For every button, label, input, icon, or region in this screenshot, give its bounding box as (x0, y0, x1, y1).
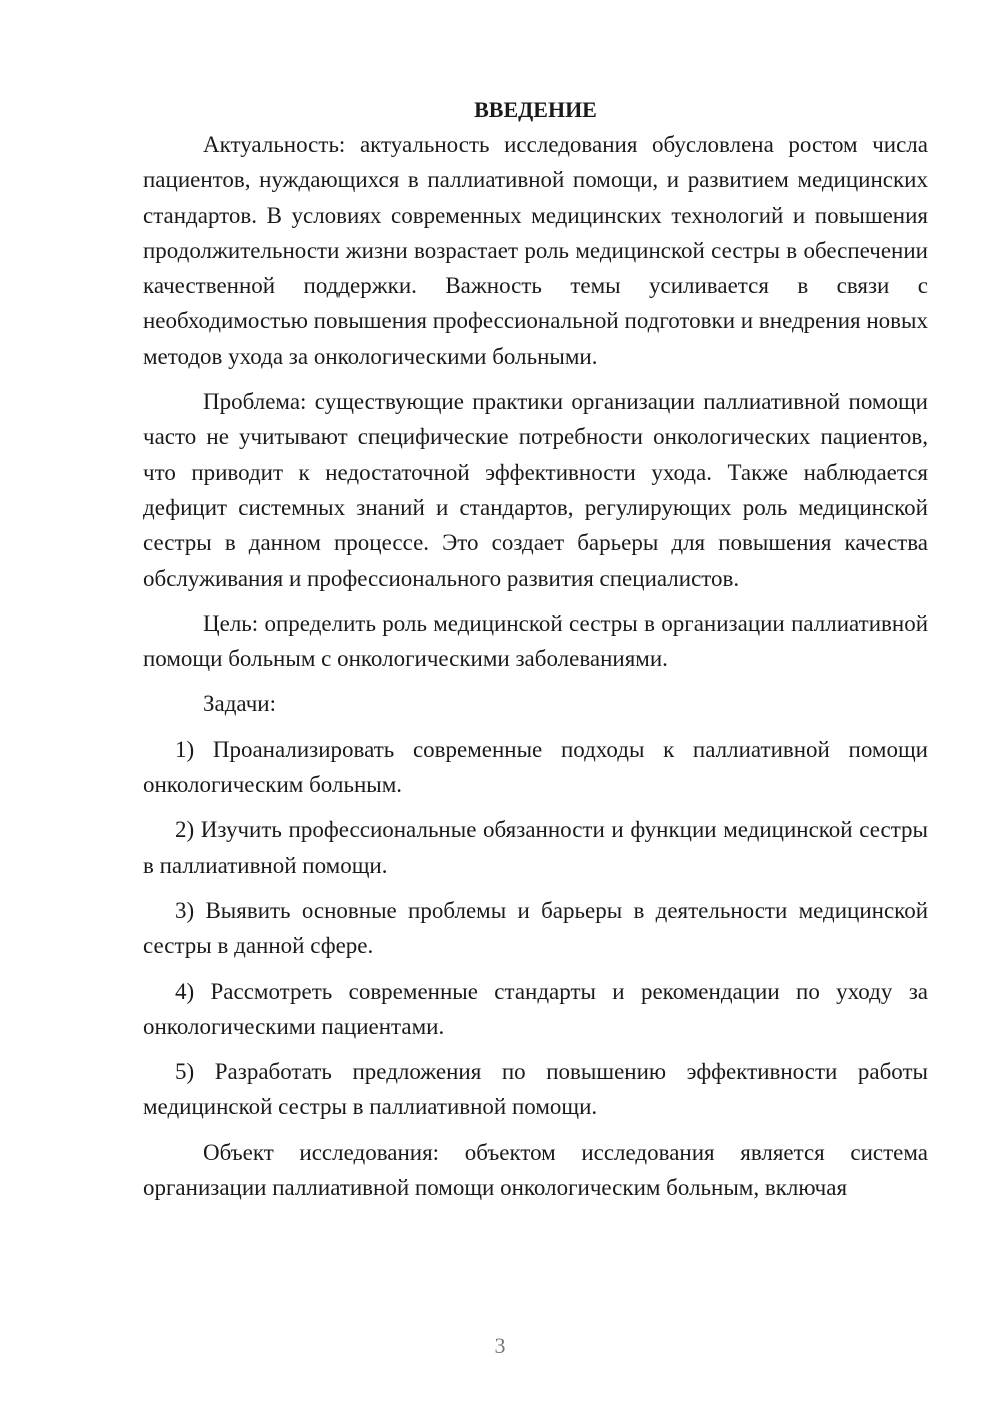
relevance-paragraph: Актуальность: актуальность исследования обусловлена ростом числа пациентов, нуждающихся в паллиативной помощи, и развитием медицинских стандартов. В условиях современных медицинских технологий и повышения продолжительности жизни возрастает роль медицинской сестры в обеспечении качественной поддержки. Важность темы усиливается в связи с необходимостью повышения профессиональной подготовки и внедрения новых методов ухода за онкологическими больными. (143, 132, 928, 369)
task-item-4: 4) Рассмотреть современные стандарты и рекомендации по уходу за онкологическими пациентами. (143, 978, 928, 1039)
document-page (143, 92, 928, 1205)
tasks-label: Задачи: (203, 691, 276, 717)
task-item-5: 5) Разработать предложения по повышению эффективности работы медицинской сестры в паллиативной помощи. (143, 1059, 928, 1120)
task-item-2: 2) Изучить профессиональные обязанности и функции медицинской сестры в паллиативной помощи. (143, 817, 928, 878)
goal-paragraph: Цель: определить роль медицинской сестры в организации паллиативной помощи больным с онкологическими заболеваниями. (143, 610, 928, 672)
page-number: 3 (494, 1333, 506, 1358)
task-item-3: 3) Выявить основные проблемы и барьеры в деятельности медицинской сестры в данной сфере. (143, 897, 928, 959)
task-item-1: 1) Проанализировать современные подходы к паллиативной помощи онкологическим больным. (143, 736, 928, 798)
section-heading: ВВЕДЕНИЕ (474, 97, 597, 122)
object-paragraph: Объект исследования: объектом исследования является система организации паллиативной помощи онкологическим больным, включая (143, 1139, 928, 1201)
problem-paragraph: Проблема: существующие практики организации паллиативной помощи часто не учитывают специфические потребности онкологических пациентов, что приводит к недостаточной эффективности ухода. Также наблюдается дефицит системных знаний и стандартов, регулирующих роль медицинской сестры в данном процессе. Это создает барьеры для повышения качества обслуживания и профессионального развития специалистов. (143, 389, 928, 591)
